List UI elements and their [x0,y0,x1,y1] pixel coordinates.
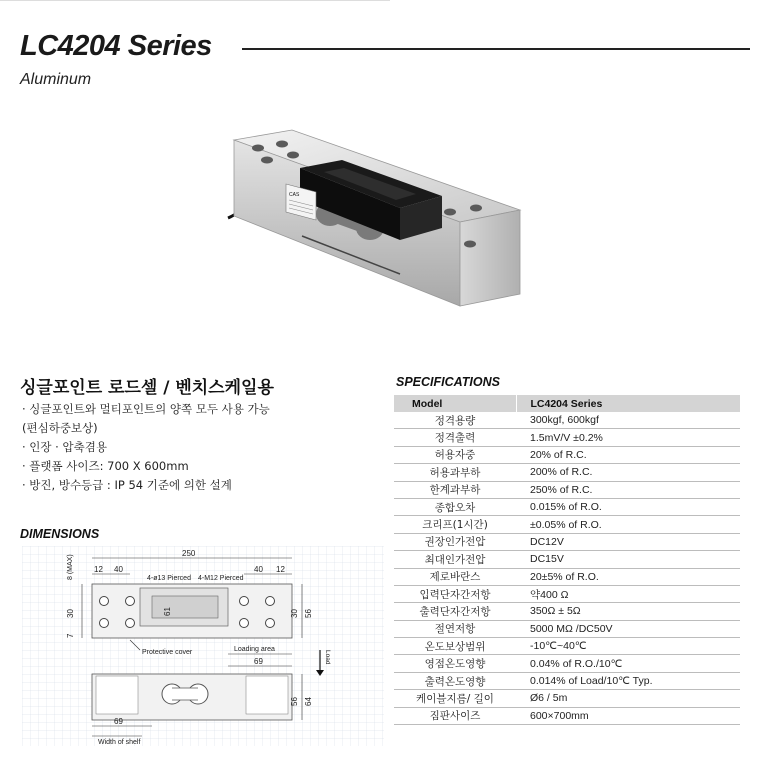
table-row [394,707,740,724]
spec-key: 절연저항 [394,620,516,637]
table-row [394,481,740,498]
dim-40a: 40 [114,565,123,574]
dim-56b: 56 [290,697,299,706]
feature-item: · 싱글포인트와 멀티포인트의 양쪽 모두 사용 가능 [22,402,270,416]
spec-header-row [394,395,740,412]
dim-40b: 40 [254,565,263,574]
sticker-brand: CAS [289,192,300,198]
spec-value: 0.04% of R.O./10℃ [516,655,740,672]
table-row [394,498,740,515]
table-row [394,603,740,620]
dim-m12: 4-M12 Pierced [198,575,244,582]
dimensions-heading: DIMENSIONS [20,527,100,541]
dim-250: 250 [182,549,196,558]
table-row [394,551,740,568]
spec-value: 약400 Ω [516,585,740,602]
table-row [394,672,740,689]
spec-value: 200% of R.C. [516,464,740,481]
spec-value: 0.014% of Load/10℃ Typ. [516,672,740,689]
spec-value: Ø6 / 5m [516,690,740,707]
table-row [394,690,740,707]
spec-value: DC12V [516,533,740,550]
spec-key: 정격용량 [394,412,516,429]
dim-61: 61 [163,607,172,616]
spec-key: 온도보상범위 [394,638,516,655]
spec-key: 출력온도영향 [394,672,516,689]
load-label: Load [324,650,331,665]
dim-12a: 12 [94,565,103,574]
spec-key: 제로바란스 [394,568,516,585]
protective-cover-label: Protective cover [142,649,193,656]
spec-value: ±0.05% of R.O. [516,516,740,533]
table-row [394,620,740,637]
table-row [394,429,740,446]
dim-69a: 69 [254,657,263,666]
spec-key: 권장인가전압 [394,533,516,550]
spec-key: 케이블지름/ 길이 [394,690,516,707]
spec-key: 허용과부하 [394,464,516,481]
dim-30a: 30 [66,609,75,618]
spec-key: 한계과부하 [394,481,516,498]
table-row [394,533,740,550]
spec-col-model: Model [394,395,516,412]
table-row [394,516,740,533]
spec-key: 허용자중 [394,446,516,463]
table-row [394,568,740,585]
spec-col-series: LC4204 Series [516,395,740,412]
table-row [394,585,740,602]
feature-item: · 방진, 방수등급 : IP 54 기준에 의한 설계 [22,478,232,492]
table-row [394,464,740,481]
table-row [394,638,740,655]
spec-value: 600×700mm [516,707,740,724]
spec-value: 300kgf, 600kgf [516,412,740,429]
load-cell-image [220,118,530,318]
top-divider [0,0,390,1]
feature-item: · 인장 · 압축겸용 [22,440,107,454]
dim-69b: 69 [114,717,123,726]
spec-key: 정격출력 [394,429,516,446]
spec-key: 짐판사이즈 [394,707,516,724]
spec-value: DC15V [516,551,740,568]
spec-key: 크리프(1시간) [394,516,516,533]
table-row [394,412,740,429]
dim-8max: 8 (MAX) [67,554,74,580]
spec-value: 1.5mV/V ±0.2% [516,429,740,446]
dim-7: 7 [66,633,75,638]
spec-value: 20% of R.C. [516,446,740,463]
dim-12b: 12 [276,565,285,574]
title-rule [242,48,750,50]
spec-value: -10℃~40℃ [516,638,740,655]
spec-value: 350Ω ± 5Ω [516,603,740,620]
dim-64: 64 [304,697,313,706]
dim-30b: 30 [290,609,299,618]
dimension-drawing [22,546,384,746]
loading-area-label: Loading area [234,646,275,653]
dim-56a: 56 [304,609,313,618]
page-title: LC4204 Series [20,30,212,62]
feature-item: · 플랫폼 사이즈: 700 X 600mm [22,459,189,473]
spec-key: 출력단자간저항 [394,603,516,620]
table-row [394,446,740,463]
feature-item: (편심하중보상) [22,421,98,435]
dim-pierced13: 4-ø13 Pierced [147,575,191,582]
spec-value: 20±5% of R.O. [516,568,740,585]
spec-value: 250% of R.C. [516,481,740,498]
spec-value: 5000 MΩ /DC50V [516,620,740,637]
features-list [22,400,270,495]
spec-key: 최대인가전압 [394,551,516,568]
spec-key: 종합오차 [394,498,516,515]
spec-table [394,395,740,725]
specifications-heading: SPECIFICATIONS [396,375,500,389]
features-heading: 싱글포인트 로드셀 / 벤치스케일용 [20,378,274,398]
table-row [394,655,740,672]
spec-key: 영점온도영향 [394,655,516,672]
spec-key: 입력단자간저항 [394,585,516,602]
spec-value: 0.015% of R.O. [516,498,740,515]
page-subtitle: Aluminum [20,71,92,88]
width-shelf-label: Width of shelf [98,739,141,746]
